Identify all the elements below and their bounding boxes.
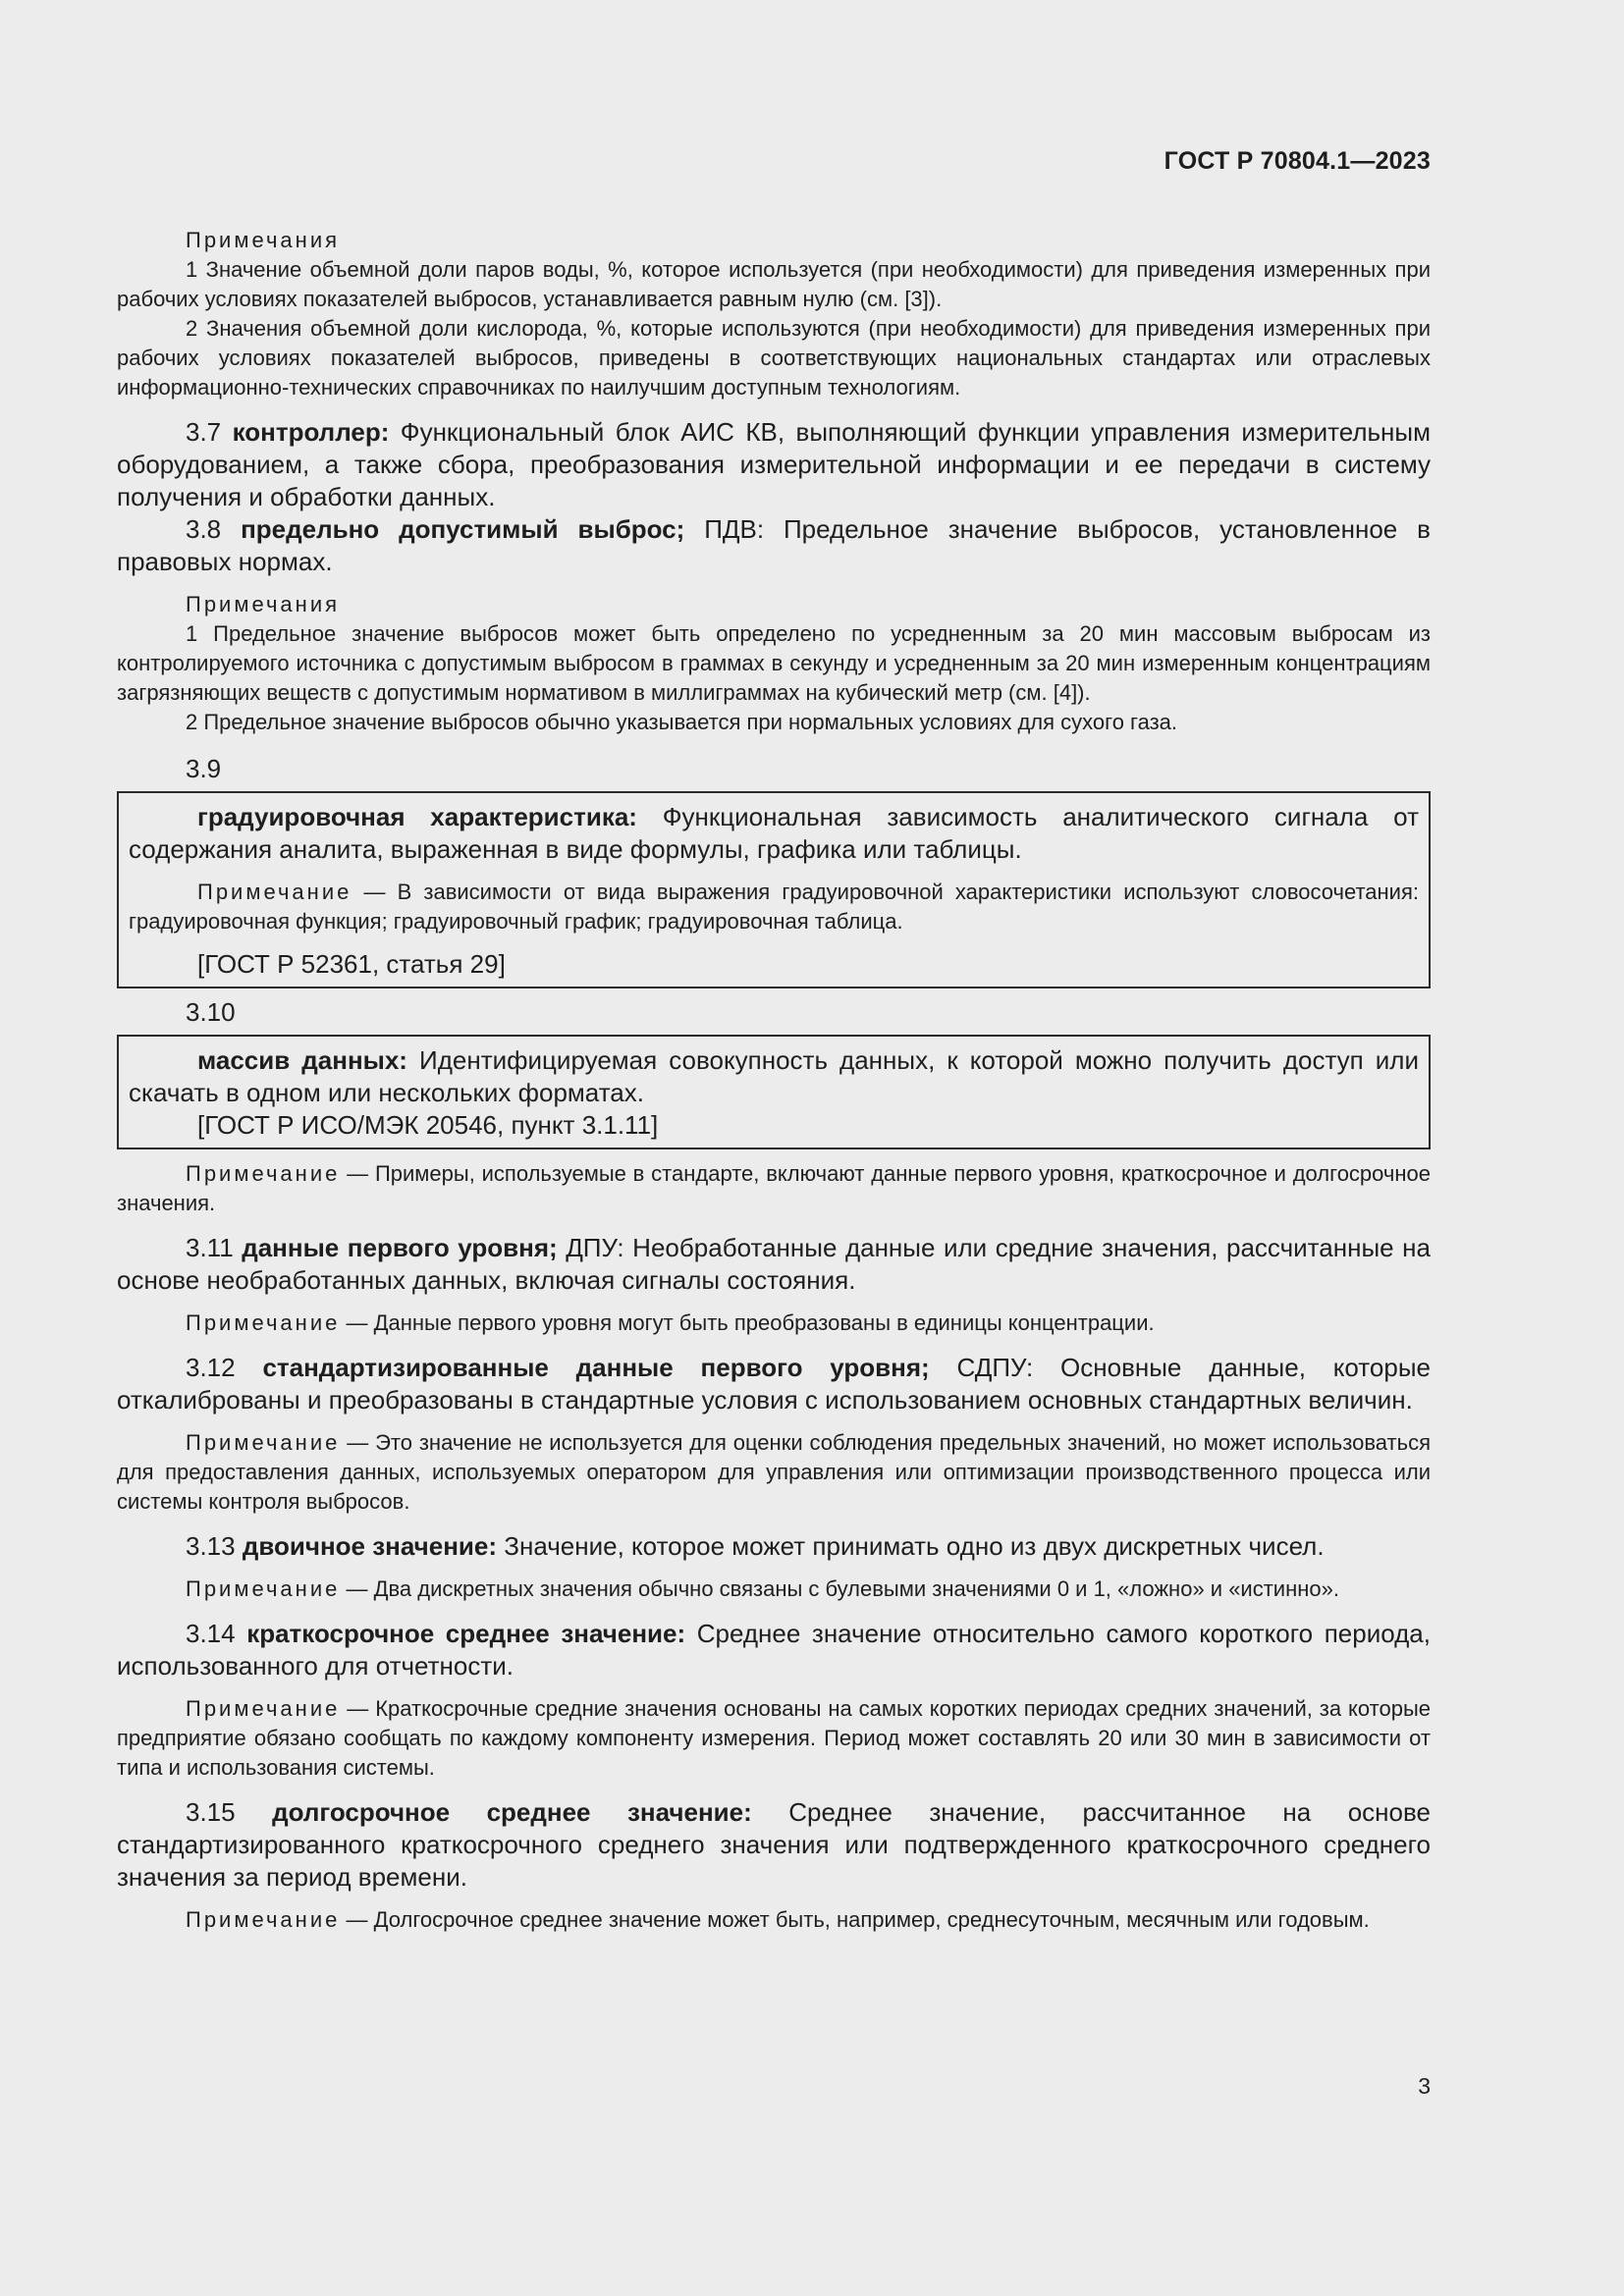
term-name: предельно допустимый выброс; (241, 514, 685, 544)
term-definition: Среднее значение относительно самого короткого периода, использованного для отчетности. (117, 1619, 1431, 1681)
term-name: краткосрочное среднее значение: (246, 1619, 686, 1648)
term-entry-3-8 (117, 513, 1431, 578)
term-entry-3-10 (129, 1044, 1419, 1109)
term-number: 3.14 (186, 1619, 236, 1648)
term-source: [ГОСТ Р ИСО/МЭК 20546, пункт 3.1.11] (197, 1110, 659, 1140)
term-name: стандартизированные данные первого уровня; (262, 1353, 930, 1382)
note-label: Примечание (186, 1696, 341, 1721)
term-entry-3-7 (117, 416, 1431, 513)
document-body (117, 145, 1431, 1935)
term-name: градуировочная характеристика: (197, 802, 637, 831)
term-entry-3-14 (117, 1618, 1431, 1682)
term-note (117, 1575, 1431, 1604)
term-name: данные первого уровня; (242, 1233, 558, 1262)
term-number: 3.11 (186, 1233, 234, 1262)
term-entry-3-13 (117, 1530, 1431, 1563)
term-entry-3-12 (117, 1352, 1431, 1416)
term-definition: ПДВ: Предельное значение выбросов, установленное в правовых нормах. (117, 514, 1431, 576)
term-definition: Идентифицируемая совокупность данных, к которой можно получить доступ или скачать в одном или нескольких форматах. (129, 1045, 1419, 1107)
note-label: Примечание (186, 1907, 341, 1932)
term-entry-3-11 (117, 1232, 1431, 1297)
note-label: Примечание (197, 880, 352, 904)
note-item: 1 Предельное значение выбросов может быть определено по усредненным за 20 мин массовым выбросам из контролируемого источника с допустимым выбросом в граммах в секунду и усредненным за 20 мин измеренным концентрациям загрязняющих веществ с допустимым нормативом в миллиграммах на кубический метр (см. [4]). (117, 621, 1431, 705)
term-number: 3.7 (186, 417, 222, 447)
note-text: — Примеры, используемые в стандарте, включают данные первого уровня, краткосрочное и долгосрочное значения. (117, 1161, 1431, 1215)
page-number: 3 (1418, 2073, 1431, 2099)
term-number: 3.15 (186, 1797, 236, 1827)
term-definition: Среднее значение, рассчитанное на основе стандартизированного краткосрочного среднего значения или подтвержденного краткосрочного среднего значения за период времени. (117, 1797, 1431, 1892)
term-note (117, 1905, 1431, 1935)
note-label: Примечание (186, 1161, 341, 1186)
note-label: Примечание (186, 1576, 341, 1601)
note-text: — Данные первого уровня могут быть преобразованы в единицы концентрации. (346, 1310, 1155, 1335)
term-box-3-9 (117, 791, 1431, 988)
term-definition: ДПУ: Необработанные данные или средние значения, рассчитанные на основе необработанных данных, включая сигналы состояния. (117, 1233, 1431, 1295)
term-number: 3.13 (186, 1531, 236, 1561)
term-definition: Функциональный блок АИС КВ, выполняющий функции управления измерительным оборудованием, а также сбора, преобразования измерительной информации и ее передачи в систему получения и обработки данных. (117, 417, 1431, 511)
notes-title: Примечания (186, 228, 341, 252)
term-number-3-10: 3.10 (186, 997, 236, 1027)
term-definition: Функциональная зависимость аналитического сигнала от содержания аналита, выраженная в виде формулы, графика или таблицы. (129, 802, 1419, 864)
note-text: — Долгосрочное среднее значение может быть, например, среднесуточным, месячным или годовым. (346, 1907, 1370, 1932)
term-definition: Значение, которое может принимать одно из двух дискретных чисел. (504, 1531, 1325, 1561)
term-name: контроллер: (232, 417, 390, 447)
note-label: Примечание (186, 1430, 341, 1455)
term-note (129, 878, 1419, 936)
term-number: 3.8 (186, 514, 222, 544)
note-text: — Краткосрочные средние значения основаны на самых коротких периодах средних значений, за которые предприятие обязано сообщать по каждому компоненту измерения. Период может составлять 20 или 30 мин в зависимости от типа и использования системы. (117, 1696, 1431, 1780)
term-note (117, 1159, 1431, 1218)
document-header: ГОСТ Р 70804.1—2023 (1164, 147, 1431, 175)
term-definition: СДПУ: Основные данные, которые откалиброваны и преобразованы в стандартные условия с использованием основных стандартных величин. (117, 1353, 1431, 1415)
term-number: 3.12 (186, 1353, 236, 1382)
note-text: — Два дискретных значения обычно связаны с булевыми значениями 0 и 1, «ложно» и «истинно». (346, 1576, 1339, 1601)
note-item: 2 Предельное значение выбросов обычно указывается при нормальных условиях для сухого газа. (186, 710, 1178, 734)
note-text: — В зависимости от вида выражения градуировочной характеристики используют словосочетания: градуировочная функция; градуировочный график; градуировочная таблица. (129, 880, 1419, 934)
term-number-3-9: 3.9 (186, 754, 222, 783)
term-entry-3-15 (117, 1796, 1431, 1894)
notes-title: Примечания (186, 592, 341, 616)
note-item: 2 Значения объемной доли кислорода, %, которые используются (при необходимости) для приведения измеренных при рабочих условиях показателей выбросов, приведены в соответствующих национальных стандартах или отраслевых информационно-технических справочниках по наилучшим доступным технологиям. (117, 316, 1431, 400)
term-name: массив данных: (197, 1045, 407, 1075)
term-note (117, 1428, 1431, 1517)
term-box-3-10 (117, 1035, 1431, 1149)
term-name: долгосрочное среднее значение: (272, 1797, 752, 1827)
term-entry-3-9 (129, 801, 1419, 866)
note-label: Примечание (186, 1310, 341, 1335)
term-note (117, 1308, 1431, 1338)
term-source: [ГОСТ Р 52361, статья 29] (197, 949, 506, 979)
term-note (117, 1694, 1431, 1783)
term-name: двоичное значение: (242, 1531, 498, 1561)
note-text: — Это значение не используется для оценки соблюдения предельных значений, но может использоваться для предоставления данных, используемых оператором для управления или оптимизации производственного процесса или системы контроля выбросов. (117, 1430, 1431, 1514)
note-item: 1 Значение объемной доли паров воды, %, которое используется (при необходимости) для приведения измеренных при рабочих условиях показателей выбросов, устанавливается равным нулю (см. [3]). (117, 257, 1431, 311)
